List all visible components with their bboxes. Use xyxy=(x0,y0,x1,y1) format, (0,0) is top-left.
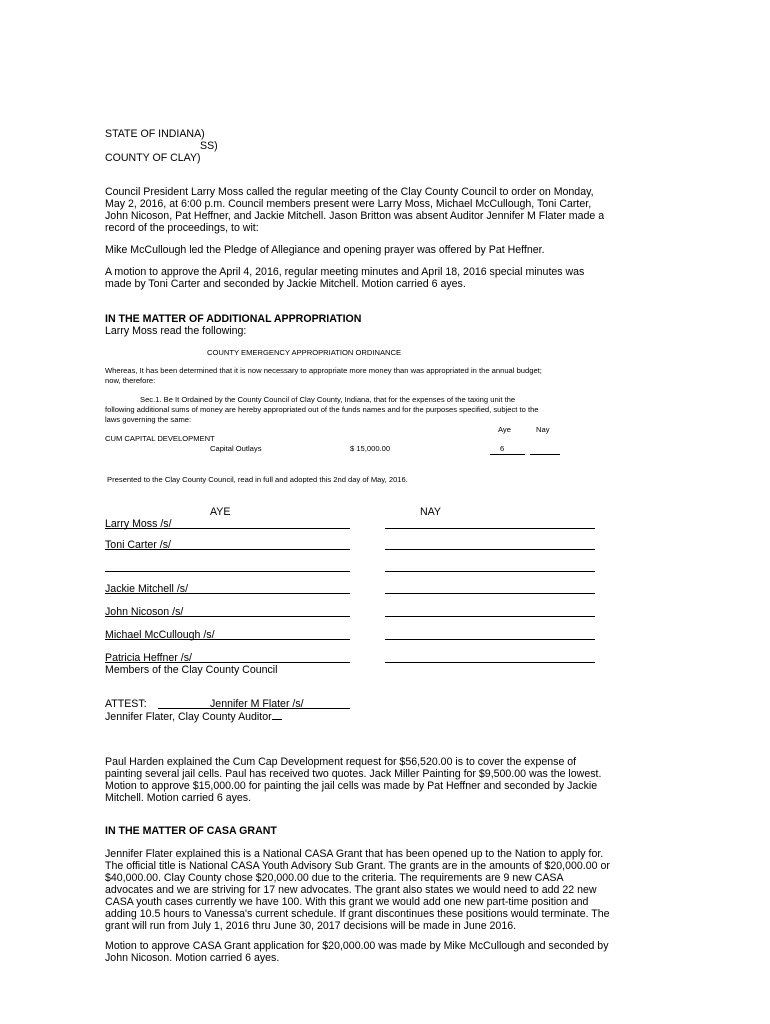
intro-paragraph xyxy=(105,186,665,234)
county-caption: COUNTY OF CLAY) xyxy=(105,152,201,164)
whereas-line: now, therefore: xyxy=(105,376,156,385)
signer-jackie-mitchell: Jackie Mitchell /s/ xyxy=(105,583,189,595)
intro-line: John Nicoson, Pat Heffner, and Jackie Mitchell. Jason Britton was absent Auditor Jennifer M Flater made a xyxy=(105,210,605,222)
cumcap-line: Motion to approve $15,000.00 for painting the jail cells was made by Pat Heffner and seconded by Jackie xyxy=(105,780,598,792)
cumcap-paragraph xyxy=(105,756,665,804)
sec1-line: laws governing the same: xyxy=(105,415,192,424)
minutes-line: A motion to approve the April 4, 2016, regular meeting minutes and April 18, 2016 special minutes was xyxy=(105,266,585,278)
auditor-caption xyxy=(105,710,282,723)
ss-caption: SS) xyxy=(200,140,218,152)
intro-line: Council President Larry Moss called the regular meeting of the Clay County Council to order on Monday, xyxy=(105,186,594,198)
column-nay: Nay xyxy=(536,425,550,434)
casa-heading: IN THE MATTER OF CASA GRANT xyxy=(105,825,277,837)
casa-line: Jennifer Flater explained this is a National CASA Grant that has been opened up to the Nation to apply for. xyxy=(105,848,604,860)
aye-signature-line xyxy=(105,593,350,594)
whereas-paragraph xyxy=(105,366,665,386)
aye-signature-line xyxy=(105,571,350,572)
casa-line: The official title is National CASA Youth Advisory Sub Grant. The grants are in the amounts of $20,000.00 or xyxy=(105,860,610,872)
aye-signature-line xyxy=(105,616,350,617)
intro-line: record of the proceedings, to wit: xyxy=(105,222,259,234)
casa-paragraph xyxy=(105,848,665,932)
signer-larry-moss: Larry Moss /s/ xyxy=(105,518,172,530)
presented-statement: Presented to the Clay County Council, read in full and adopted this 2nd day of May, 2016. xyxy=(107,475,408,484)
nay-signature-line xyxy=(385,528,595,529)
attest-signature: Jennifer M Flater /s/ xyxy=(210,698,304,710)
ordinance-title: COUNTY EMERGENCY APPROPRIATION ORDINANCE xyxy=(207,348,402,357)
signer-patricia-heffner: Patricia Heffner /s/ xyxy=(105,652,192,664)
pledge-text: Mike McCullough led the Pledge of Allegiance and opening prayer was offered by Pat Heffner. xyxy=(105,244,545,256)
casa-motion-paragraph xyxy=(105,940,665,964)
intro-line: May 2, 2016, at 6:00 p.m. Council members present were Larry Moss, Michael McCullough, Toni Carter, xyxy=(105,198,592,210)
nay-signature-line xyxy=(385,549,595,550)
signer-john-nicoson: John Nicoson /s/ xyxy=(105,606,184,618)
nay-signature-line xyxy=(385,639,595,640)
cumcap-line: Mitchell. Motion carried 6 ayes. xyxy=(105,792,252,804)
casa-line: advocates and we are striving for 17 new advocates. The grant also states we would need to add 22 new xyxy=(105,884,597,896)
aye-signature-line xyxy=(105,549,350,550)
signer-michael-mccullough: Michael McCullough /s/ xyxy=(105,629,215,641)
nay-signature-line xyxy=(385,662,595,663)
casa-line: adding 10.5 hours to Vanessa's current schedule. If grant discontinues these positions would terminate. The xyxy=(105,908,610,920)
line-item: Capital Outlays xyxy=(210,444,262,453)
aye-signature-line xyxy=(105,639,350,640)
auditor-name: Jennifer Flater, Clay County Auditor xyxy=(105,711,272,723)
appropriation-heading: IN THE MATTER OF ADDITIONAL APPROPRIATION xyxy=(105,313,362,325)
nay-signature-line xyxy=(385,571,595,572)
whereas-line: Whereas, It has been determined that it is now necessary to appropriate more money than was appropriated in the annual budget; xyxy=(105,366,542,375)
attest-underline xyxy=(158,708,350,709)
nay-signature-line xyxy=(385,616,595,617)
members-caption: Members of the Clay County Council xyxy=(105,664,278,676)
aye-label: AYE xyxy=(210,506,231,518)
cumcap-line: painting several jail cells. Paul has received two quotes. Jack Miller Painting for $9,500.00 was the lowest. xyxy=(105,768,602,780)
cumcap-line: Paul Harden explained the Cum Cap Development request for $56,520.00 is to cover the expense of xyxy=(105,756,577,768)
aye-signature-line xyxy=(105,528,350,529)
pledge-paragraph xyxy=(105,244,665,256)
aye-signature-line xyxy=(105,662,350,663)
signer-toni-carter: Toni Carter /s/ xyxy=(105,539,171,551)
column-aye: Aye xyxy=(498,425,511,434)
line-amount: $ 15,000.00 xyxy=(350,444,391,453)
casa-motion-line: John Nicoson. Motion carried 6 ayes. xyxy=(105,952,280,964)
nay-count-underline xyxy=(530,454,560,455)
nay-label: NAY xyxy=(420,506,441,518)
casa-motion-line: Motion to approve CASA Grant application for $20,000.00 was made by Mike McCullough and seconded by xyxy=(105,940,609,952)
casa-line: $40,000.00. Clay County chose $20,000.00 due to the criteria. The requirements are 9 new CASA xyxy=(105,872,564,884)
casa-line: grant will run from July 1, 2016 thru June 30, 2017 decisions will be made in June 2016. xyxy=(105,920,517,932)
fund-name: CUM CAPITAL DEVELOPMENT xyxy=(105,434,215,443)
appropriation-read: Larry Moss read the following: xyxy=(105,325,247,337)
sec1-paragraph xyxy=(105,395,665,425)
aye-count-underline xyxy=(490,454,525,455)
nay-signature-line xyxy=(385,593,595,594)
sec1-line: following additional sums of money are hereby appropriated out of the funds names and for the purposes specified, subject to the xyxy=(105,405,539,414)
casa-line: CASA youth cases currently we have 100. With this grant we would add one new part-time position and xyxy=(105,896,589,908)
state-caption: STATE OF INDIANA) xyxy=(105,128,205,140)
aye-count: 6 xyxy=(500,444,505,453)
sec1-line: Sec.1. Be It Ordained by the County Council of Clay County, Indiana, that for the expenses of the taxing unit the xyxy=(140,395,516,404)
attest-label: ATTEST: xyxy=(105,698,147,710)
minutes-paragraph xyxy=(105,266,665,290)
minutes-line: made by Toni Carter and seconded by Jackie Mitchell. Motion carried 6 ayes. xyxy=(105,278,466,290)
